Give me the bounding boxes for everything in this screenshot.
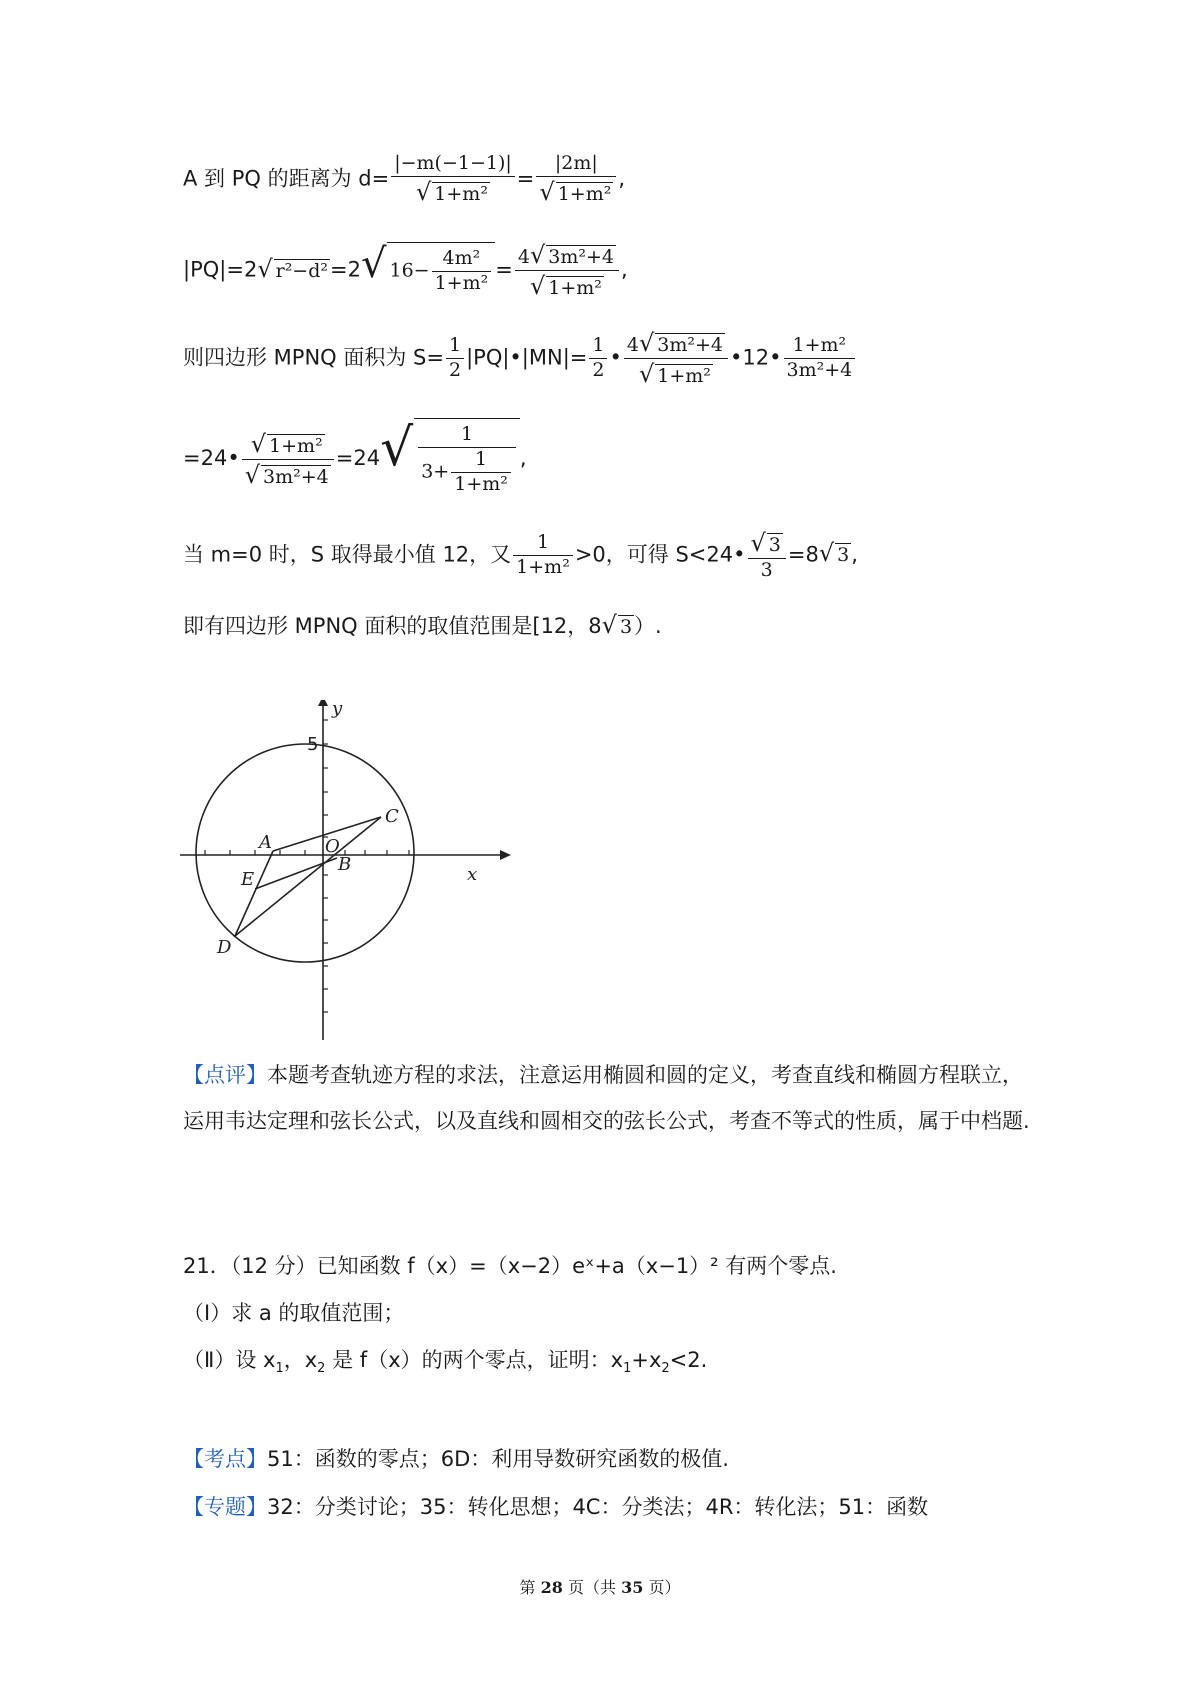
distance-fraction-1: $\frac{|-m(-1-1)|}{\text{√ 1+m²}}$ bbox=[391, 152, 515, 207]
y-axis-label: y bbox=[332, 700, 343, 719]
point-label-d: D bbox=[217, 937, 232, 958]
x-arrow-icon bbox=[500, 850, 511, 860]
review-tag: 【点评】 bbox=[183, 1063, 267, 1087]
point-label-e: E bbox=[241, 869, 255, 890]
axis-ticks bbox=[205, 720, 409, 1012]
range-line: 即有四边形 MPNQ 面积的取值范围是[12，8√ 3）. bbox=[183, 611, 662, 639]
area-simplified-line: =24• $\frac{\text{√ 1+m²}}{\text{√ 3m²+4}}$ =24√ 1 3+ $\frac{1}{\text{1+m²}}$ , bbox=[183, 418, 527, 495]
q21-part1: （Ⅰ）求 a 的取值范围； bbox=[183, 1301, 405, 1325]
review-text: 本题考查轨迹方程的求法，注意运用椭圆和圆的定义，考查直线和椭圆方程联立，运用韦达定理和弦长公式，以及直线和圆相交的弦长公式，考查不等式的性质，属于中档题. bbox=[183, 1063, 1030, 1133]
x-axis-label: x bbox=[467, 864, 478, 885]
review-block bbox=[183, 1052, 1033, 1144]
page-footer: 第 28 页（共 35 页） bbox=[519, 1578, 681, 1597]
area-line: 则四边形 MPNQ 面积为 S= $\frac{1}{2}$ |PQ|•|MN|= $\frac{1}{2}$ • $\frac{\text{4√ 3m²+4}}{\text{√ 1+m²}}$ •12• $\frac{\text{1+m²}}{\text{3m²+4}}$ bbox=[183, 328, 857, 389]
point-label-c: C bbox=[385, 806, 399, 827]
point-label-a: A bbox=[259, 832, 272, 853]
segment-ad bbox=[235, 851, 273, 936]
pq-inner-fraction: $\frac{\text{4m²}}{\text{1+m²}}$ bbox=[432, 247, 492, 296]
segment-dc bbox=[235, 817, 381, 936]
point-label-o: O bbox=[325, 836, 340, 857]
q21-stem: 21．（12 分）已知函数 f（x）=（x−2）eˣ+a（x−1）² 有两个零点. bbox=[183, 1254, 837, 1278]
pq-length-line: |PQ|=2√ r²−d²=2√ 16− $\frac{\text{4m²}}{\text{1+m²}}$ = $\frac{\text{4√ 3m²+4}}{\text{√ 1+m²}}$ , bbox=[183, 240, 628, 300]
minimum-line: 当 m=0 时，S 取得最小值 12，又 $\frac{1}{\text{1+m²}}$ >0，可得 S<24• $\frac{√ 3}{3}$ =8√ 3, bbox=[183, 529, 858, 581]
circle-diagram bbox=[175, 700, 515, 1045]
distance-fraction-2: $\frac{|2m|}{\text{√ 1+m²}}$ bbox=[536, 152, 616, 207]
distance-label: A 到 PQ 的距离为 d= bbox=[183, 166, 390, 191]
zhuanti-line: 【专题】32：分类讨论；35：转化思想；4C：分类法；4R：转化法；51：函数 bbox=[183, 1495, 929, 1519]
distance-line: A 到 PQ 的距离为 d= $\frac{|-m(-1-1)|}{\text{√ 1+m²}}$ = $\frac{|2m|}{\text{√ 1+m²}}$ , bbox=[183, 152, 626, 206]
y-tick-5: 5 bbox=[307, 734, 319, 755]
q21-part2: （Ⅱ）设 $x_1$，$x_2$ 是 f（x）的两个零点，证明：$x_1+x_2<2$. bbox=[183, 1348, 708, 1377]
point-label-b: B bbox=[338, 854, 352, 875]
pq-result-fraction: $\frac{\text{4√ 3m²+4}}{\text{√ 1+m²}}$ bbox=[515, 240, 619, 301]
kaodian-line: 【考点】51：函数的零点；6D：利用导数研究函数的极值. bbox=[183, 1447, 729, 1471]
y-arrow-icon bbox=[318, 700, 328, 706]
